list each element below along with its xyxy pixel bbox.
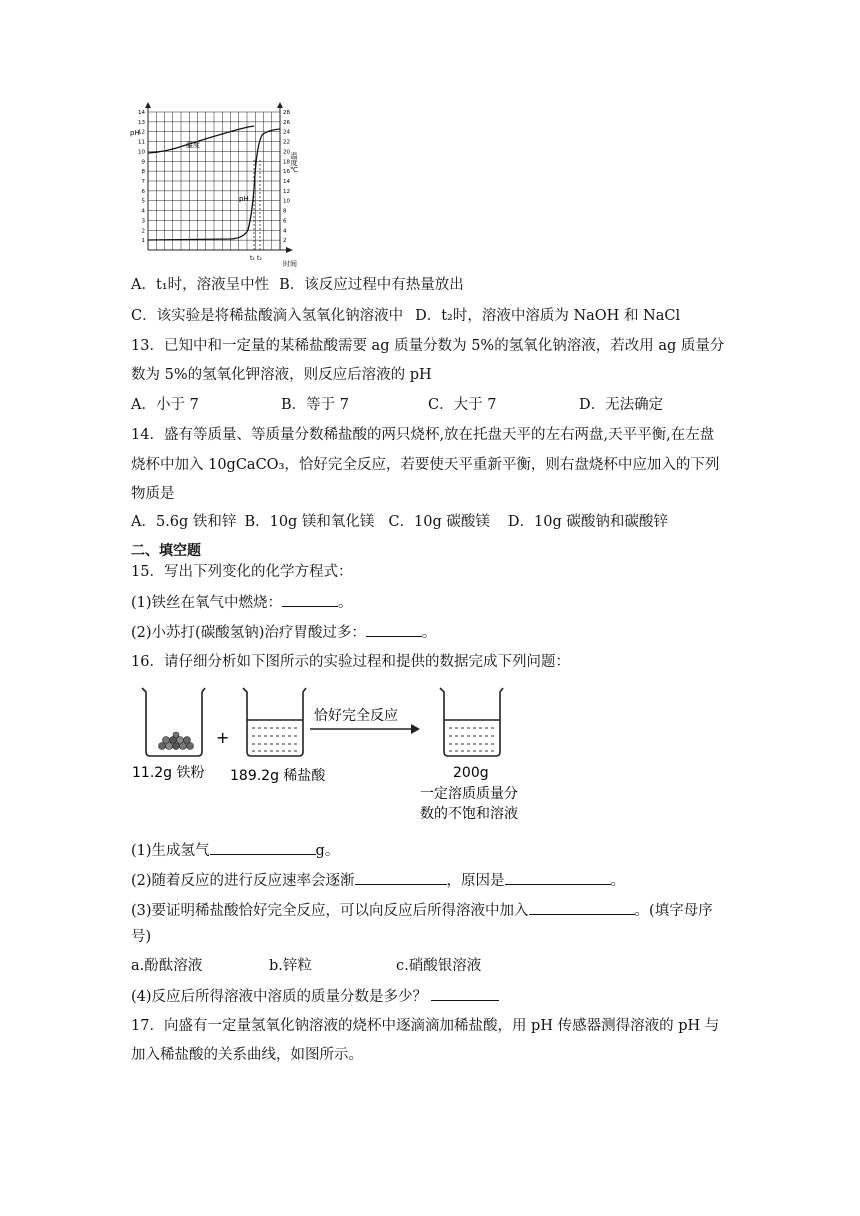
iron-powder	[159, 732, 194, 750]
q16-part3-text: (3)要证明稀盐酸恰好完全反应，可以向反应后所得溶液中加入	[131, 903, 529, 919]
q15-part2	[131, 621, 436, 644]
q14-option-d: D．10g 碳酸钠和碳酸锌	[507, 514, 668, 530]
q15-part1	[131, 591, 353, 614]
y-right-tick-label: 24	[283, 129, 290, 136]
q15-stem: 15．写出下列变化的化学方程式：	[131, 564, 353, 580]
y-right-tick-label: 20	[283, 149, 290, 156]
q12-row1	[131, 274, 464, 296]
q16-part1	[131, 839, 339, 862]
q16-part2	[131, 869, 625, 892]
q16-option-c: c.硝酸银溶液	[396, 958, 482, 974]
q16-part3-options	[131, 955, 631, 977]
temperature-series-label: 温度	[186, 141, 200, 149]
q16-part1-end: g。	[315, 843, 340, 859]
y-right-tick-label: 2	[283, 238, 287, 245]
y-right-tick-label: 22	[283, 139, 290, 146]
q13-line1: 13．已知中和一定量的某稀盐酸需要 ag 质量分数为 5%的氢氧化钠溶液，若改用 ag 质量分	[131, 338, 725, 354]
y-right-tick-label: 14	[283, 179, 290, 185]
y-left-tick-label: 1	[141, 238, 145, 245]
experiment-figure	[128, 680, 548, 825]
answer-blank[interactable]	[355, 869, 447, 885]
q13-option-d: D．无法确定	[579, 397, 664, 413]
y-left-tick-label: 3	[141, 218, 145, 225]
result-label-1: 一定溶质质量分	[420, 786, 518, 802]
q16-part2-text: (2)随着反应的进行反应速率会逐渐	[131, 873, 355, 889]
q16-option-b: b.锌粒	[269, 958, 312, 974]
answer-blank[interactable]	[431, 985, 499, 1001]
q12-option-c: C．该实验是将稀盐酸滴入氢氧化钠溶液中	[131, 308, 404, 324]
y-right-tick-label: 16	[283, 169, 290, 176]
q16-part3	[131, 899, 713, 922]
q13-option-c: C．大于 7	[428, 397, 497, 413]
q14-option-b: B．10g 镁和氧化镁	[244, 514, 375, 530]
y-right-tick-label: 12	[283, 188, 290, 195]
y-right-tick-label: 4	[283, 228, 287, 235]
q13-line2: 数为 5%的氢氧化钾溶液，则反应后溶液的 pH	[131, 367, 432, 383]
q14-option-c: C．10g 碳酸镁	[388, 514, 490, 530]
beaker-result	[440, 688, 503, 756]
y-left-tick-label: 8	[141, 169, 145, 176]
y-right-tick-label: 6	[283, 218, 287, 225]
y-left-tick-label: 5	[141, 198, 145, 205]
q16-stem: 16．请仔细分析如下图所示的实验过程和提供的数据完成下列问题：	[131, 654, 570, 670]
x-tick-t2: t₂	[257, 255, 262, 262]
q12-row2	[131, 305, 680, 327]
q16-part3-tail: 。(填字母序	[634, 903, 713, 919]
arrow-label: 恰好完全反应	[314, 708, 398, 724]
q13-option-b: B．等于 7	[281, 397, 349, 413]
plus-sign: +	[216, 728, 230, 747]
y-left-tick-label: 11	[138, 139, 145, 146]
y-left-tick-label: 4	[141, 208, 145, 215]
q14-line1: 14．盛有等质量、等质量分数稀盐酸的两只烧杯,放在托盘天平的左右两盘,天平平衡,在左盘	[131, 427, 715, 443]
q16-part4-text: (4)反应后所得溶液中溶质的质量分数是多少？	[131, 989, 428, 1005]
beaker-acid	[243, 688, 306, 756]
q15-part2-end: 。	[421, 625, 437, 641]
y-left-tick-label: 10	[138, 149, 145, 156]
y-left-tick-label: 12	[138, 129, 145, 136]
ph-temperature-chart	[126, 100, 306, 270]
q16-part4	[131, 985, 499, 1008]
q17-line1: 17．向盛有一定量氢氧化钠溶液的烧杯中逐滴滴加稀盐酸，用 pH 传感器测得溶液的 pH 与	[131, 1018, 720, 1034]
q16-part3-cont: 号)	[131, 929, 152, 945]
answer-blank[interactable]	[529, 899, 635, 915]
y-left-tick-label: 9	[141, 159, 145, 166]
q14-options	[131, 511, 668, 533]
q14-line3: 物质是	[131, 486, 175, 502]
beaker-iron	[142, 688, 205, 756]
answer-blank[interactable]	[282, 591, 338, 607]
q16-option-a: a.酚酞溶液	[131, 958, 203, 974]
q13-option-a: A．小于 7	[131, 397, 199, 413]
iron-label: 11.2g 铁粉	[132, 765, 205, 781]
q15-part1-end: 。	[338, 595, 353, 611]
y-right-tick-label: 26	[283, 119, 290, 126]
y-right-tick-label: 8	[283, 208, 287, 215]
result-mass: 200g	[453, 765, 489, 781]
q12-option-a: A．t₁时，溶液呈中性	[131, 277, 270, 293]
temperature-curve	[148, 126, 254, 153]
y-right-tick-label: 28	[283, 110, 290, 116]
q15-part2-text: (2)小苏打(碳酸氢钠)治疗胃酸过多：	[131, 625, 366, 641]
y-left-tick-label: 2	[141, 228, 145, 235]
q17-line2: 加入稀盐酸的关系曲线，如图所示。	[131, 1047, 363, 1063]
y-right-ticks	[283, 110, 290, 244]
y-right-axis-label: 温度℃	[290, 152, 298, 174]
q16-part2-end: 。	[610, 873, 626, 889]
y-right-tick-label: 18	[283, 159, 290, 166]
ph-series-label: pH	[239, 195, 249, 203]
y-left-axis-label: pH	[130, 129, 140, 137]
y-left-tick-label: 13	[138, 119, 145, 126]
answer-blank[interactable]	[366, 621, 422, 637]
x-axis-label: 时间	[283, 260, 297, 268]
y-left-tick-label: 14	[138, 110, 145, 116]
q13-options	[131, 394, 731, 416]
q14-option-a: A．5.6g 铁和锌	[131, 514, 237, 530]
q12-option-b: B．该反应过程中有热量放出	[279, 277, 464, 293]
answer-blank[interactable]	[505, 869, 611, 885]
result-label-2: 数的不饱和溶液	[420, 806, 518, 822]
section-title: 二、填空题	[131, 543, 201, 559]
q15-part1-text: (1)铁丝在氧气中燃烧：	[131, 595, 283, 611]
y-left-tick-label: 6	[141, 188, 145, 195]
q16-part1-text: (1)生成氢气	[131, 843, 210, 859]
arrow-head	[411, 724, 420, 734]
answer-blank[interactable]	[210, 839, 316, 855]
q16-part2-mid: ，原因是	[446, 873, 505, 889]
y-left-tick-label: 7	[141, 179, 145, 185]
q14-line2: 烧杯中加入 10gCaCO₃，恰好完全反应，若要使天平重新平衡，则右盘烧杯中应加入的下列	[131, 457, 720, 473]
x-tick-t1: t₁	[250, 255, 255, 262]
acid-label: 189.2g 稀盐酸	[230, 768, 326, 784]
y-right-tick-label: 10	[283, 198, 290, 205]
q12-option-d: D．t₂时，溶液中溶质为 NaOH 和 NaCl	[415, 308, 681, 324]
